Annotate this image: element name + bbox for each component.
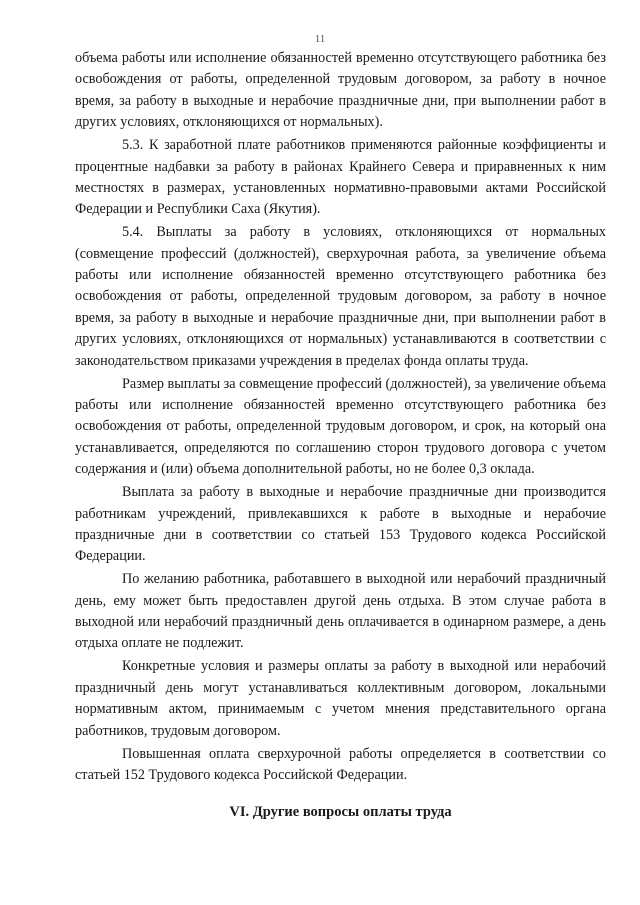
- section-heading: VI. Другие вопросы оплаты труда: [229, 804, 452, 820]
- paragraph-holiday-conditions: Конкретные условия и размеры оплаты за работу в выходной или нерабочий праздничный день могут устанавливаться коллективным договором, локальными нормативным актом, принимаемым с учетом мнения представительного органа работников, трудовым договором.: [75, 658, 606, 739]
- paragraph-holiday-pay: Выплата за работу в выходные и нерабочие праздничные дни производится работникам учреждений, привлекавшихся к работе в выходные и нерабочие праздничные дни в соответствии со статьей 153 Трудового кодекса Российской Федерации.: [75, 484, 606, 565]
- paragraph-continuation: объема работы или исполнение обязанностей временно отсутствующего работника без освобождения от работы, определенной трудовым договором, за работу в ночное время, за работу в выходные и нерабочие праздничные дни, при выполнении работ в других условиях, отклоняющихся от нормальных).: [75, 50, 606, 131]
- paragraph-5-4: 5.4. Выплаты за работу в условиях, отклоняющихся от нормальных (совмещение профессий (должностей), сверхурочная работа, за увеличение объема работы или исполнение обязанностей временно отсутствующего работника без освобождения от работы, определенной трудовым договором, за работу в ночное время, за работу в выходные и нерабочие праздничные дни, при выполнении работ в других условиях, отклоняющихся от нормальных) устанавливаются в соответствии с законодательством приказами учреждения в пределах фонда оплаты труда.: [75, 224, 606, 369]
- paragraph-overtime-pay: Повышенная оплата сверхурочной работы определяется в соответствии со статьей 152 Трудового кодекса Российской Федерации.: [75, 745, 606, 783]
- paragraph-day-off: По желанию работника, работавшего в выходной или нерабочий праздничный день, ему может быть предоставлен другой день отдыха. В этом случае работа в выходной или нерабочий праздничный день оплачивается в одинарном размере, а день отдыха оплате не подлежит.: [75, 571, 606, 652]
- paragraph-5-3: 5.3. К заработной плате работников применяются районные коэффициенты и процентные надбавки за работу в районах Крайнего Севера и приравненных к ним местностях в размерах, установленных нормативно-правовыми актами Российской Федерации и Республики Саха (Якутия).: [75, 137, 606, 218]
- document-body: [75, 48, 606, 786]
- paragraph-combination-pay: Размер выплаты за совмещение профессий (должностей), за увеличение объема работы или исполнение обязанностей временно отсутствующего работника без освобождения от работы, определенной трудовым договором, и срок, на который она устанавливается, определяются по соглашению сторон трудового договора с учетом содержания и (или) объема дополнительной работы, но не более 0,3 оклада.: [75, 375, 606, 478]
- page-number: 11: [314, 33, 326, 45]
